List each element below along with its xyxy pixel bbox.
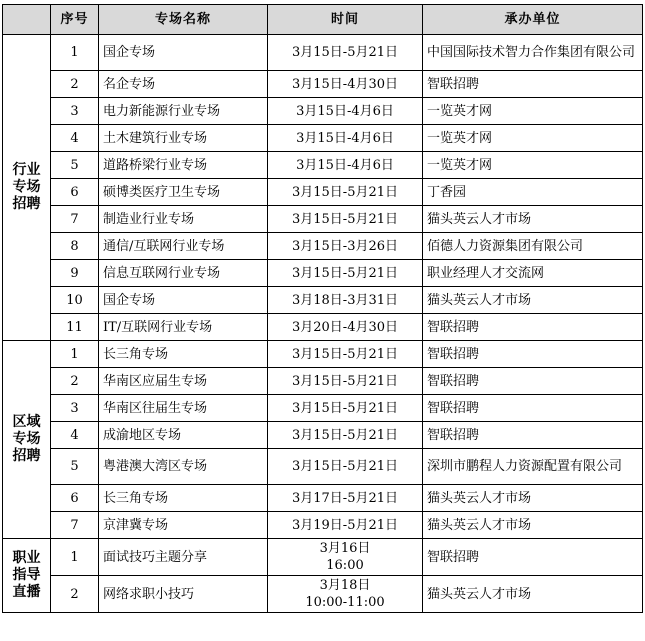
event-time: 3月15日-4月6日 — [268, 125, 423, 152]
row-number: 4 — [51, 422, 99, 449]
event-time: 3月15日-5月21日 — [268, 449, 423, 485]
table-row — [3, 368, 643, 395]
event-name: 国企专场 — [99, 35, 268, 71]
event-name: 土木建筑行业专场 — [99, 125, 268, 152]
event-name: 华南区应届生专场 — [99, 368, 268, 395]
table-row — [3, 233, 643, 260]
event-time-line: 3月18日 — [319, 578, 371, 593]
table-row — [3, 512, 643, 539]
event-time: 3月15日-5月21日 — [268, 341, 423, 368]
organizer: 智联招聘 — [423, 422, 643, 449]
organizer: 智联招聘 — [423, 71, 643, 98]
event-time — [268, 576, 423, 613]
organizer: 一览英才网 — [423, 125, 643, 152]
event-name: 名企专场 — [99, 71, 268, 98]
event-name: 网络求职小技巧 — [99, 576, 268, 613]
category-line: 专场 — [12, 431, 41, 447]
organizer: 智联招聘 — [423, 539, 643, 576]
event-time: 3月15日-4月6日 — [268, 98, 423, 125]
category-line: 专场 — [12, 179, 41, 195]
category-cell — [3, 35, 51, 341]
event-name: IT/互联网行业专场 — [99, 314, 268, 341]
row-number: 4 — [51, 125, 99, 152]
table-row — [3, 71, 643, 98]
organizer: 中国国际技术智力合作集团有限公司 — [423, 35, 643, 71]
event-name: 电力新能源行业专场 — [99, 98, 268, 125]
row-number: 5 — [51, 449, 99, 485]
row-number: 6 — [51, 485, 99, 512]
organizer: 猫头英云人才市场 — [423, 512, 643, 539]
organizer: 猫头英云人才市场 — [423, 287, 643, 314]
table-row — [3, 449, 643, 485]
event-time: 3月17日-5月21日 — [268, 485, 423, 512]
table-row — [3, 179, 643, 206]
event-name: 道路桥梁行业专场 — [99, 152, 268, 179]
event-time: 3月20日-4月30日 — [268, 314, 423, 341]
event-time: 3月15日-5月21日 — [268, 206, 423, 233]
organizer: 一览英才网 — [423, 152, 643, 179]
row-number: 1 — [51, 341, 99, 368]
category-line: 行业 — [12, 162, 41, 178]
event-time: 3月15日-5月21日 — [268, 422, 423, 449]
category-cell — [3, 539, 51, 613]
row-number: 2 — [51, 576, 99, 613]
event-time-line: 10:00-11:00 — [305, 595, 385, 610]
event-name: 粤港澳大湾区专场 — [99, 449, 268, 485]
row-number: 2 — [51, 368, 99, 395]
organizer: 深圳市鹏程人力资源配置有限公司 — [423, 449, 643, 485]
event-name: 信息互联网行业专场 — [99, 260, 268, 287]
event-time: 3月15日-5月21日 — [268, 395, 423, 422]
category-line: 区域 — [12, 414, 41, 430]
category-cell — [3, 341, 51, 539]
table-row — [3, 152, 643, 179]
event-time: 3月15日-4月6日 — [268, 152, 423, 179]
table-row — [3, 395, 643, 422]
table-row — [3, 422, 643, 449]
organizer: 猫头英云人才市场 — [423, 485, 643, 512]
event-time: 3月19日-5月21日 — [268, 512, 423, 539]
organizer: 猫头英云人才市场 — [423, 206, 643, 233]
table-row — [3, 539, 643, 576]
table-row — [3, 485, 643, 512]
event-name: 京津冀专场 — [99, 512, 268, 539]
event-time — [268, 539, 423, 576]
table-row — [3, 125, 643, 152]
organizer: 智联招聘 — [423, 314, 643, 341]
organizer: 猫头英云人才市场 — [423, 576, 643, 613]
organizer: 职业经理人才交流网 — [423, 260, 643, 287]
event-name: 长三角专场 — [99, 341, 268, 368]
header-time: 时间 — [268, 5, 423, 35]
row-number: 8 — [51, 233, 99, 260]
row-number: 1 — [51, 35, 99, 71]
category-line: 招聘 — [12, 196, 41, 212]
organizer: 一览英才网 — [423, 98, 643, 125]
event-time-line: 3月16日 — [319, 541, 371, 556]
category-line: 职业 — [12, 550, 41, 566]
row-number: 2 — [51, 71, 99, 98]
event-time: 3月15日-4月30日 — [268, 71, 423, 98]
row-number: 3 — [51, 98, 99, 125]
event-name: 国企专场 — [99, 287, 268, 314]
row-number: 1 — [51, 539, 99, 576]
event-time: 3月15日-5月21日 — [268, 35, 423, 71]
event-time: 3月15日-5月21日 — [268, 368, 423, 395]
organizer: 智联招聘 — [423, 395, 643, 422]
event-name: 长三角专场 — [99, 485, 268, 512]
table-row — [3, 314, 643, 341]
table-body — [3, 35, 643, 613]
event-name: 通信/互联网行业专场 — [99, 233, 268, 260]
row-number: 9 — [51, 260, 99, 287]
row-number: 3 — [51, 395, 99, 422]
row-number: 7 — [51, 206, 99, 233]
header-org: 承办单位 — [423, 5, 643, 35]
event-name: 硕博类医疗卫生专场 — [99, 179, 268, 206]
organizer: 佰德人力资源集团有限公司 — [423, 233, 643, 260]
table-row — [3, 98, 643, 125]
event-time: 3月15日-5月21日 — [268, 260, 423, 287]
row-number: 10 — [51, 287, 99, 314]
header-corner — [3, 5, 51, 35]
row-number: 7 — [51, 512, 99, 539]
row-number: 11 — [51, 314, 99, 341]
event-name: 面试技巧主题分享 — [99, 539, 268, 576]
table-row — [3, 206, 643, 233]
event-name: 华南区往届生专场 — [99, 395, 268, 422]
header-seq: 序号 — [51, 5, 99, 35]
category-line: 指导 — [12, 567, 41, 583]
table-row — [3, 35, 643, 71]
schedule-table — [2, 4, 643, 613]
header-name: 专场名称 — [99, 5, 268, 35]
table-row — [3, 576, 643, 613]
event-time-line: 16:00 — [326, 558, 364, 573]
row-number: 5 — [51, 152, 99, 179]
category-line: 招聘 — [12, 448, 41, 464]
event-time: 3月18日-3月31日 — [268, 287, 423, 314]
organizer: 智联招聘 — [423, 368, 643, 395]
category-line: 直播 — [12, 584, 41, 600]
table-row — [3, 260, 643, 287]
organizer: 智联招聘 — [423, 341, 643, 368]
organizer: 丁香园 — [423, 179, 643, 206]
row-number: 6 — [51, 179, 99, 206]
event-name: 制造业行业专场 — [99, 206, 268, 233]
event-time: 3月15日-5月21日 — [268, 179, 423, 206]
event-name: 成渝地区专场 — [99, 422, 268, 449]
table-header — [3, 5, 643, 35]
event-time: 3月15日-3月26日 — [268, 233, 423, 260]
table-row — [3, 341, 643, 368]
table-row — [3, 287, 643, 314]
